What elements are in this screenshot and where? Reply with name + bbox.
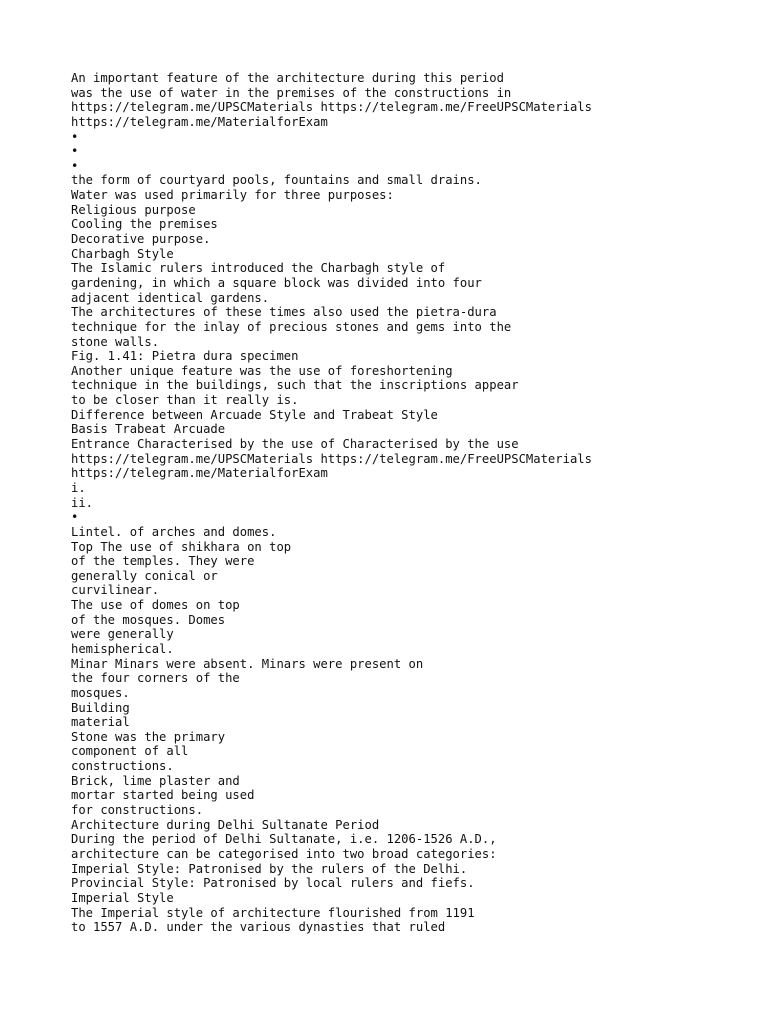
text-line: to 1557 A.D. under the various dynasties that ruled [71, 920, 446, 935]
table-cell: the four corners of the [71, 671, 240, 686]
text-line: The Imperial style of architecture flourished from 1191 [71, 905, 475, 920]
table-header: Basis Trabeat Arcuade [71, 422, 226, 437]
list-item: Cooling the premises [71, 217, 218, 232]
text-line: adjacent identical gardens. [71, 290, 270, 305]
text-line: stone walls. [71, 334, 160, 349]
text-line: the form of courtyard pools, fountains and small drains. [71, 173, 482, 188]
text-line: to be closer than it really is. [71, 393, 299, 408]
table-cell: of the mosques. Domes [71, 612, 226, 627]
text-line: architecture can be categorised into two broad categories: [71, 846, 497, 861]
section-heading: Charbagh Style [71, 246, 174, 261]
link-line[interactable]: https://telegram.me/MaterialforExam [71, 114, 328, 129]
list-item: Religious purpose [71, 202, 196, 217]
figure-caption: Fig. 1.41: Pietra dura specimen [71, 349, 299, 364]
list-marker: ii. [71, 495, 94, 510]
table-cell: The use of domes on top [71, 598, 240, 613]
table-cell: curvilinear. [71, 583, 160, 598]
list-item: Imperial Style: Patronised by the rulers of the Delhi. [71, 861, 468, 876]
text-line: technique for the inlay of precious stones and gems into the [71, 319, 512, 334]
text-line: The Islamic rulers introduced the Charbagh style of [71, 261, 446, 276]
text-line: During the period of Delhi Sultanate, i.e. 1206-1526 A.D., [71, 832, 497, 847]
table-cell: of the temples. They were [71, 554, 255, 569]
link-line[interactable]: https://telegram.me/UPSCMaterials https://telegram.me/FreeUPSCMaterials [71, 100, 592, 115]
text-line: An important feature of the architecture during this period [71, 71, 504, 85]
table-cell: mortar started being used [71, 788, 255, 803]
table-cell: were generally [71, 627, 174, 642]
text-line: Another unique feature was the use of foreshortening [71, 363, 453, 378]
table-cell: Stone was the primary [71, 729, 226, 744]
table-row: Top The use of shikhara on top [71, 539, 292, 554]
list-item: Provincial Style: Patronised by local rulers and fiefs. [71, 876, 475, 891]
text-line: Water was used primarily for three purposes: [71, 188, 394, 203]
table-cell: Brick, lime plaster and [71, 773, 240, 788]
table-cell: for constructions. [71, 803, 204, 818]
section-heading: Architecture during Delhi Sultanate Period [71, 817, 380, 832]
text-line: The architectures of these times also used the pietra-dura [71, 305, 497, 320]
bullet: • [71, 510, 79, 525]
section-heading: Difference between Arcuade Style and Trabeat Style [71, 407, 438, 422]
table-row: Minar Minars were absent. Minars were present on [71, 656, 424, 671]
list-item: Decorative purpose. [71, 232, 211, 247]
table-row: Lintel. of arches and domes. [71, 524, 277, 539]
text-line: technique in the buildings, such that the inscriptions appear [71, 378, 519, 393]
table-cell: generally conical or [71, 568, 218, 583]
table-cell: component of all [71, 744, 189, 759]
table-cell: constructions. [71, 759, 174, 774]
table-cell: Building [71, 700, 130, 715]
table-row: Entrance Characterised by the use of Characterised by the use [71, 437, 519, 452]
table-cell: material [71, 715, 130, 730]
list-marker: i. [71, 480, 86, 495]
text-line: gardening, in which a square block was divided into four [71, 275, 482, 290]
document-page [71, 71, 751, 935]
link-line[interactable]: https://telegram.me/UPSCMaterials https://telegram.me/FreeUPSCMaterials [71, 451, 592, 466]
link-line[interactable]: https://telegram.me/MaterialforExam [71, 466, 328, 481]
bullet: • [71, 144, 79, 159]
bullet: • [71, 158, 79, 173]
section-heading: Imperial Style [71, 890, 174, 905]
table-cell: hemispherical. [71, 641, 174, 656]
table-cell: mosques. [71, 685, 130, 700]
text-line: was the use of water in the premises of the constructions in [71, 85, 512, 100]
bullet: • [71, 129, 79, 144]
